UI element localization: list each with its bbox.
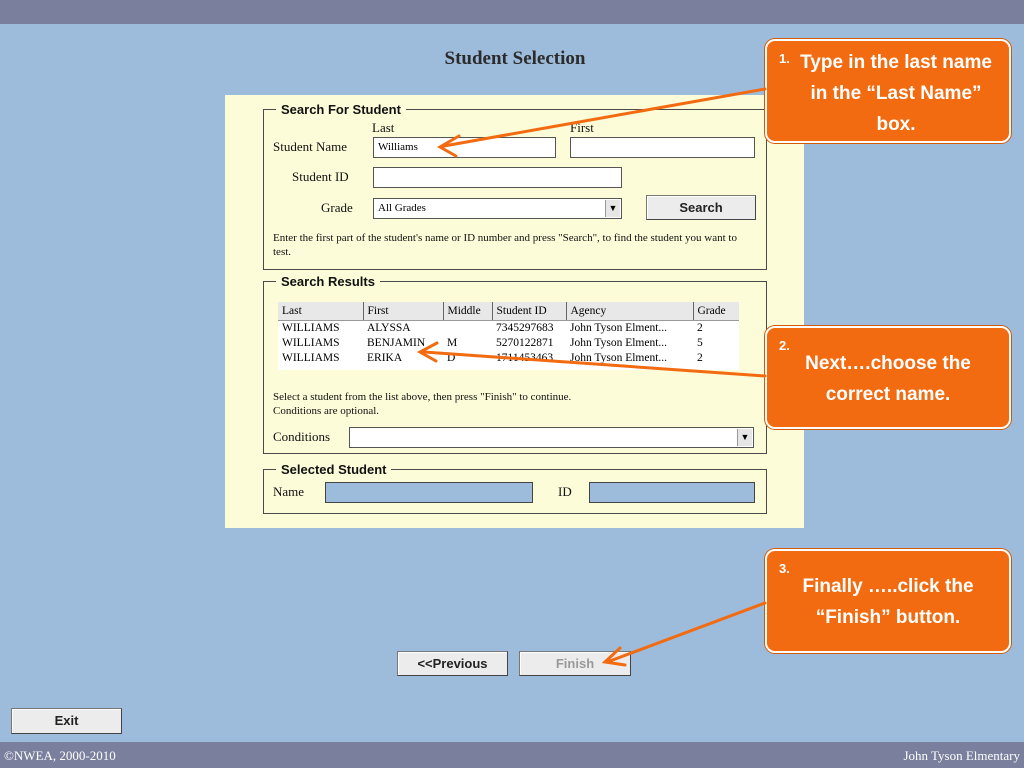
column-header-grade[interactable]: Grade [693, 302, 739, 320]
cell-grade: 5 [697, 336, 703, 349]
student-id-label: Student ID [292, 169, 349, 184]
last-name-input[interactable]: Williams [373, 137, 556, 158]
exit-button[interactable]: Exit [11, 708, 122, 734]
first-header: First [570, 120, 594, 135]
search-help-text: Enter the first part of the student's name or ID number and press "Search", to find the student you want to test. [273, 232, 737, 258]
table-row[interactable] [278, 320, 739, 335]
selected-name-field [325, 482, 533, 503]
cell-first: ERIKA [367, 351, 403, 364]
chevron-down-icon[interactable]: ▼ [737, 429, 752, 446]
cell-last: WILLIAMS [282, 321, 340, 334]
search-legend: Search For Student [281, 102, 401, 117]
callout-number: 2. [779, 338, 790, 353]
callout-text: Type in the last name in the “Last Name” box. [800, 52, 992, 135]
selected-id-label: ID [558, 484, 572, 499]
footer-bar [0, 742, 1024, 768]
conditions-label: Conditions [273, 429, 331, 444]
column-header-agency[interactable]: Agency [566, 302, 693, 320]
previous-button[interactable]: <<Previous [397, 651, 508, 676]
cell-first: BENJAMIN [367, 336, 426, 349]
page-title: Student Selection [444, 48, 586, 69]
cell-grade: 2 [697, 351, 703, 364]
callout-step-1 [765, 39, 1011, 143]
table-row[interactable] [278, 335, 739, 350]
selected-name-label: Name [273, 484, 305, 499]
cell-first: ALYSSA [367, 321, 411, 334]
results-help-text-2: Conditions are optional. [273, 405, 380, 417]
first-name-input[interactable] [570, 137, 755, 158]
column-header-student-id[interactable]: Student ID [492, 302, 566, 320]
results-legend: Search Results [281, 274, 375, 289]
cell-student-id: 7345297683 [496, 321, 554, 334]
cell-middle [443, 320, 492, 335]
selected-legend: Selected Student [281, 462, 387, 477]
cell-student-id: 5270122871 [496, 336, 554, 349]
results-table [278, 302, 739, 370]
column-header-last[interactable]: Last [278, 302, 363, 320]
conditions-select[interactable] [349, 427, 754, 448]
callout-text: Next….choose the correct name. [805, 353, 971, 405]
finish-button[interactable]: Finish [519, 651, 631, 676]
student-selection-panel [225, 95, 804, 528]
callout-text: Finally …..click the “Finish” button. [802, 576, 974, 628]
results-help-text-1: Select a student from the list above, then press "Finish" to continue. [273, 391, 572, 403]
grade-select-value: All Grades [378, 202, 426, 214]
school-name: John Tyson Elmentary [903, 748, 1020, 763]
results-header-row [278, 302, 739, 320]
table-row[interactable] [278, 350, 739, 365]
cell-middle: M [447, 336, 458, 349]
cell-agency: John Tyson Elment... [570, 321, 668, 334]
last-header: Last [372, 120, 395, 135]
cell-student-id: 1711453463 [496, 351, 554, 364]
student-id-input[interactable] [373, 167, 622, 188]
column-header-middle[interactable]: Middle [443, 302, 492, 320]
top-bar [0, 0, 1024, 24]
cell-last: WILLIAMS [282, 336, 340, 349]
callout-number: 1. [779, 51, 790, 66]
cell-agency: John Tyson Elment... [570, 336, 668, 349]
callout-number: 3. [779, 561, 790, 576]
grade-label: Grade [321, 200, 353, 215]
cell-grade: 2 [697, 321, 703, 334]
cell-last: WILLIAMS [282, 351, 340, 364]
selected-id-field [589, 482, 755, 503]
student-name-label: Student Name [273, 139, 348, 154]
copyright-text: ©NWEA, 2000-2010 [4, 748, 116, 763]
cell-agency: John Tyson Elment... [570, 351, 668, 364]
column-header-first[interactable]: First [363, 302, 443, 320]
arrow-step-3-line [610, 603, 765, 661]
grade-select[interactable] [373, 198, 622, 219]
cell-middle: D [447, 351, 456, 364]
chevron-down-icon[interactable]: ▼ [605, 200, 620, 217]
search-button[interactable]: Search [646, 195, 756, 220]
callout-step-3 [765, 549, 1011, 653]
callout-step-2 [765, 326, 1011, 429]
